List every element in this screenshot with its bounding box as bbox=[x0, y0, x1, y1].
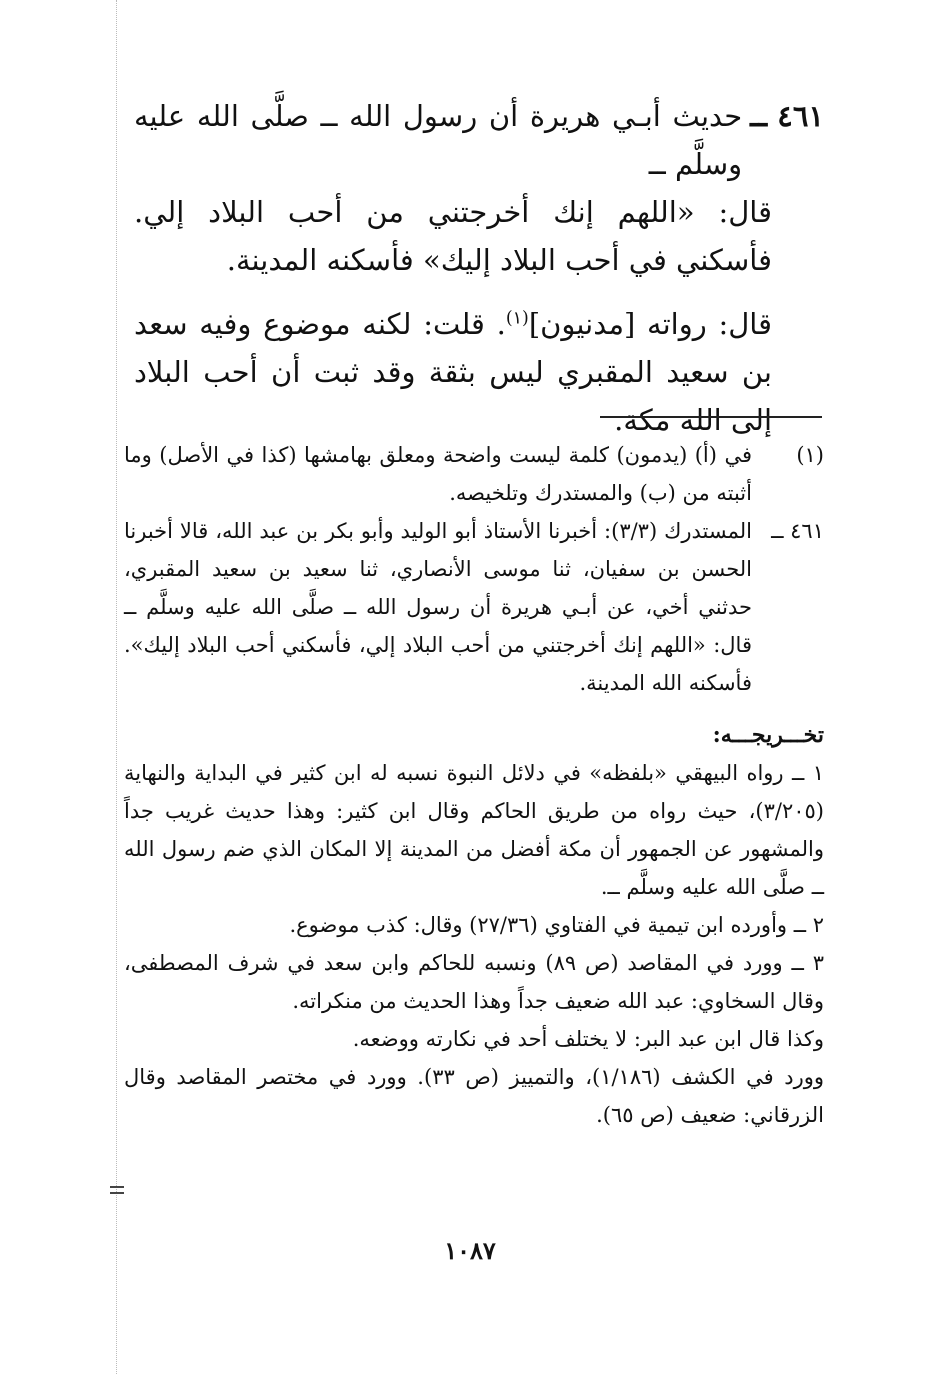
hadith-main-text bbox=[134, 92, 824, 444]
footnote-label: (١) bbox=[796, 443, 824, 467]
page-number: ١٠٨٧ bbox=[444, 1236, 496, 1265]
hadith-number: ٤٦١ ــ bbox=[750, 99, 824, 133]
hadith-comment bbox=[134, 300, 824, 444]
footnotes-section bbox=[124, 436, 824, 1134]
footnote-separator bbox=[600, 416, 822, 418]
hadith-comment-start: قال: رواته [مدنيون] bbox=[528, 307, 772, 341]
footnote-461 bbox=[124, 512, 824, 702]
margin-guide-line bbox=[116, 0, 117, 1374]
footnote-1 bbox=[124, 436, 824, 512]
takhrij-paragraph: ٣ ــ وورد في المقاصد (ص ٨٩) ونسبه للحاكم وابن سعد في شرف المصطفى، وقال السخاوي: عبد الله ضعيف جداً وهذا الحديث من منكراته. bbox=[124, 951, 824, 1013]
takhrij-paragraph: وورد في الكشف (١/١٨٦)، والتمييز (ص ٣٣). وورد في مختصر المقاصد وقال الزرقاني: ضعيف (ص ٦٥). bbox=[124, 1065, 824, 1127]
takhrij-section bbox=[124, 716, 824, 1134]
takhrij-paragraph: ٢ ــ وأورده ابن تيمية في الفتاوي (٢٧/٣٦) وقال: كذب موضوع. bbox=[289, 913, 824, 937]
footnote-text: المستدرك (٣/٣): أخبرنا الأستاذ أبو الوليد وأبو بكر بن عبد الله، قالا أخبرنا الحسن بن سفيان، ثنا موسى الأنصاري، ثنا سعيد بن سعيد المقبري، حدثني أخي، عن أبـي هريرة أن رسول الله ــ صلَّى الله عليه وسلَّم ــ قال: «اللهم إنك أخرجتني من أحب البلاد إلي، فأسكني أحب البلاد إليك». فأسكنه الله المدينة. bbox=[124, 519, 753, 695]
hadith-first-line: حديث أبـي هريرة أن رسول الله ــ صلَّى الله عليه وسلَّم ــ bbox=[134, 99, 743, 181]
footnote-reference: (١) bbox=[505, 308, 529, 329]
hadith-comment-end: . قلت: لكنه موضوع وفيه سعد بن سعيد المقبري ليس بثقة وقد ثبت أن أحب البلاد إلى الله مكة. bbox=[134, 307, 772, 437]
hadith-heading-line bbox=[134, 92, 824, 188]
hadith-matn: قال: «اللهم إنك أخرجتني من أحب البلاد إلي. فأسكني في أحب البلاد إليك» فأسكنه المدينة. bbox=[134, 195, 772, 277]
takhrij-heading: تخـــريجـــه: bbox=[712, 722, 824, 748]
footnote-label: ٤٦١ ــ bbox=[771, 519, 824, 543]
margin-mark bbox=[110, 1186, 124, 1194]
footnote-text: في (أ) (يدمون) كلمة ليست واضحة ومعلق بهامشها (كذا في الأصل) وما أثبته من (ب) والمستدرك وتلخيصه. bbox=[124, 443, 752, 505]
takhrij-paragraph: وكذا قال ابن عبد البر: لا يختلف أحد في نكارته ووضعه. bbox=[352, 1027, 824, 1051]
takhrij-paragraph: ١ ــ رواه البيهقي «بلفظه» في دلائل النبوة نسبه له ابن كثير في البداية والنهاية (٣/٢٠٥)، حيث رواه من طريق الحاكم وقال ابن كثير: وهذا حديث غريب جداً والمشهور عن الجمهور أن مكة أفضل من المدينة إلا المكان الذي ضم رسول الله ــ صلَّى الله عليه وسلَّم ــ. bbox=[124, 761, 824, 899]
